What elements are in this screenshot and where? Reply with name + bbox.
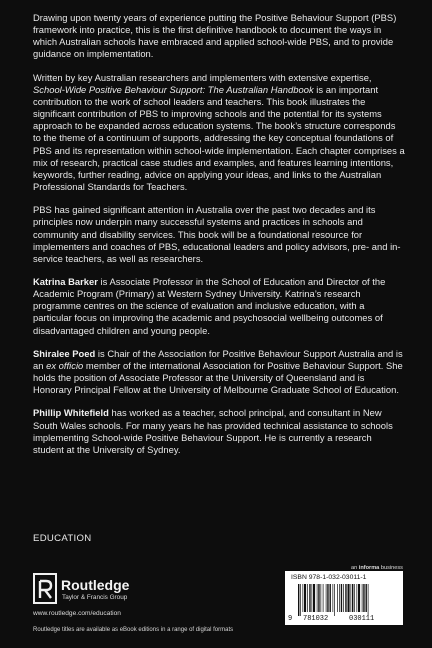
description-lead: Written by key Australian researchers and implementers with extensive expertise,	[33, 71, 372, 83]
ebook-footnote: Routledge titles are available as eBook editions in a range of digital formats	[33, 627, 234, 633]
barcode-bar	[351, 584, 352, 612]
book-title: School-Wide Positive Behaviour Support: The Australian Handbook	[33, 83, 314, 95]
barcode-bar	[337, 584, 338, 612]
barcode-bar	[334, 584, 335, 616]
barcode-bar	[313, 584, 315, 612]
publisher-group: Taylor & Francis Group	[62, 594, 128, 601]
barcode-bar	[354, 584, 355, 612]
barcode-bar	[330, 584, 331, 612]
barcode-bar	[307, 584, 308, 612]
description-paragraph	[33, 72, 405, 194]
barcode-bar	[323, 584, 324, 612]
barcode-bar	[318, 584, 319, 612]
barcode-bars	[297, 584, 397, 616]
barcode-bar	[326, 584, 327, 612]
barcode-bar	[321, 584, 322, 612]
barcode-bar	[358, 584, 360, 612]
barcode-bar	[343, 584, 344, 612]
author-bio-text: has worked as a teacher, school principal, and consultant in New South Wales schools. For many years he has provided technical assistance to schools implementing School-wide Positive Behaviour Support. He is currently a research student at the University of Sydney.	[33, 407, 393, 455]
subject-category: EDUCATION	[33, 533, 92, 544]
barcode-bar	[368, 584, 369, 616]
barcode-bar	[341, 584, 342, 612]
author-name: Shiralee Poed	[33, 347, 96, 359]
barcode-bar	[309, 584, 310, 612]
isbn-number: ISBN 978-1-032-03011-1	[291, 574, 367, 581]
author-bio-text-end: member of the international Association for Positive Behaviour Support. She holds the position of Associate Professor at the University of Queensland and is Honorary Principal Fellow at the University of Melbourne Graduate School of Education.	[33, 359, 403, 396]
informa-name: informa	[358, 565, 380, 571]
barcode-bar	[339, 584, 340, 612]
barcode-bar	[348, 584, 350, 612]
author-bio-text: is Associate Professor in the School of Education and Director of the Academic Program (Primary) at Western Sydney University. Katrina’s research programme centres on the science of evaluation and inclusive education, with a particular focus on improving the academic and psychosocial wellbeing outcomes of disadvantaged children and young people.	[33, 275, 386, 336]
barcode-bar	[363, 584, 364, 612]
barcode-digits-right: 030111	[349, 615, 375, 623]
blurb	[33, 12, 405, 467]
barcode-bar	[304, 584, 306, 612]
barcode-bar	[357, 584, 358, 612]
author-bio	[33, 348, 405, 397]
barcode-bar	[366, 584, 367, 612]
barcode-bar	[303, 584, 304, 612]
barcode-bar	[333, 584, 334, 612]
publisher-website[interactable]: www.routledge.com/education	[33, 610, 121, 617]
publisher-name: Routledge	[61, 577, 130, 593]
author-name: Katrina Barker	[33, 275, 98, 287]
description-rest: is an important contribution to the work of school leaders and teachers. This book illustrates the significant contribution of PBS to improving schools and the potential for its systems approach to be expanded across education systems. The book’s structure corresponds to the theme of a continuum of supports, addressing the key conceptual foundations of PBS and its representation within school-wide implementation. Each chapter comprises a mix of research, practical case studies and examples, and features learning intentions, keywords, further reading, advice on applying your ideas, and links to the Australian Professional Standards for Teachers.	[33, 83, 405, 193]
barcode-bar	[300, 584, 301, 616]
routledge-r-logo-icon	[33, 573, 59, 605]
barcode-bar	[327, 584, 328, 612]
barcode-digit-first: 9	[288, 615, 293, 623]
barcode-bar	[345, 584, 346, 612]
informa-prefix: an	[351, 565, 359, 571]
author-bio-text: is Chair of the Association for Positive Behaviour Support Australia and is an	[33, 347, 403, 371]
isbn-barcode	[285, 571, 403, 625]
barcode-bar	[362, 584, 363, 612]
barcode-digits-left: 781032	[303, 615, 329, 623]
barcode-bar	[298, 584, 299, 616]
informa-suffix: business	[379, 565, 403, 571]
author-bio	[33, 407, 405, 456]
barcode-bar	[312, 584, 313, 612]
author-bio-italic: ex officio	[46, 359, 84, 371]
audience-paragraph: PBS has gained significant attention in Australia over the past two decades and its principles now underpin many successful systems and practices in schools and community and disability services. This book will be a foundational resource for implementers and coaches of PBS, educational leaders and policy advisors, pre- and in-service teachers, as well as researchers.	[33, 204, 401, 264]
intro-paragraph: Drawing upon twenty years of experience putting the Positive Behaviour Support (PBS) framework into practice, this is the first definitive handbook to document the ways in which Australian schools have embraced and applied school-wide PBS, and to provide guidance on implementation.	[33, 12, 397, 60]
barcode-bar	[317, 584, 318, 612]
author-bio	[33, 276, 405, 337]
barcode-bar	[352, 584, 353, 612]
publisher-logo	[33, 573, 183, 613]
author-name: Phillip Whitefield	[33, 407, 109, 419]
